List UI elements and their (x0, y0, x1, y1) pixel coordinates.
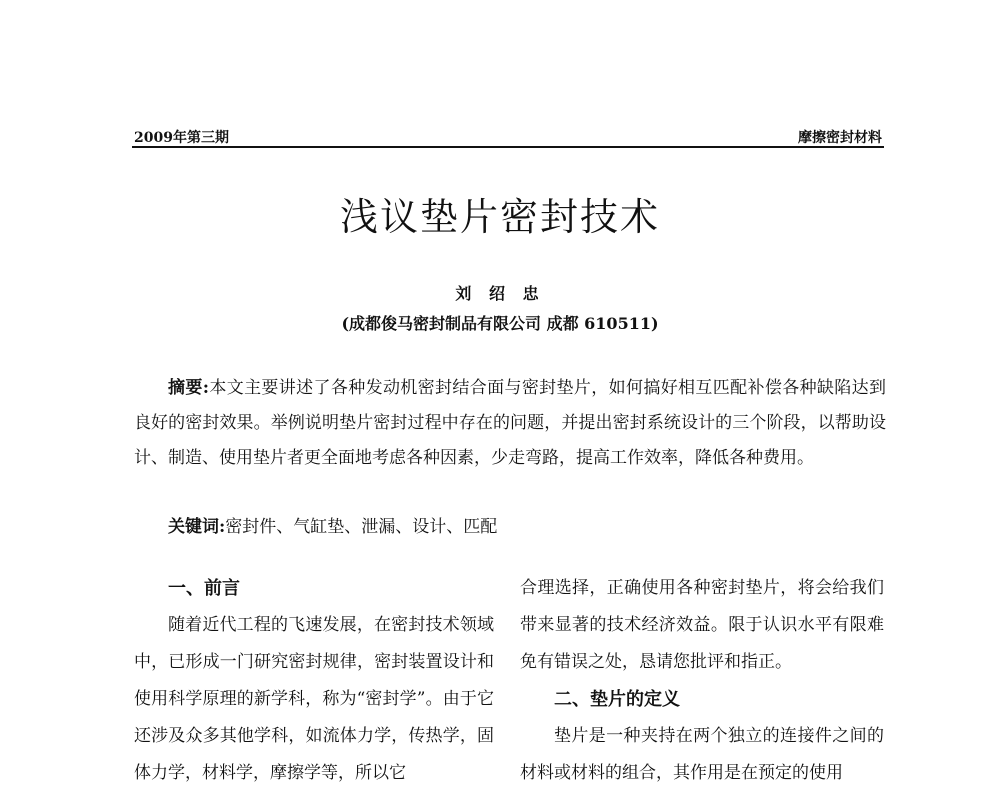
header-issue: 2009年第三期 (134, 130, 229, 146)
header-rule (132, 146, 884, 148)
keywords-text: 密封件、气缸垫、泄漏、设计、匹配 (225, 517, 498, 537)
affiliation: (成都俊马密封制品有限公司 成都 610511) (341, 314, 659, 333)
keywords (168, 512, 497, 542)
section-2-paragraph: 垫片是一种夹持在两个独立的连接件之间的材料或材料的组合，其作用是在预定的使用 (520, 726, 884, 783)
abstract-label: 摘要: (168, 378, 209, 398)
body-right-column (520, 570, 884, 792)
paper-title: 浅议垫片密封技术 (339, 195, 660, 239)
section-1-heading: 一、前言 (168, 578, 240, 599)
abstract (134, 371, 886, 476)
body-left-column (134, 570, 494, 792)
author: 刘 绍 忠 (455, 284, 545, 303)
abstract-paragraph (134, 371, 886, 476)
keywords-label: 关键词: (168, 517, 226, 537)
section-1-continuation: 合理选择，正确使用各种密封垫片，将会给我们带来显著的技术经济效益。限于认识水平有限难免有错误之处，恳请您批评和指正。 (520, 578, 884, 672)
abstract-text: 本文主要讲述了各种发动机密封结合面与密封垫片，如何搞好相互匹配补偿各种缺陷达到良好的密封效果。举例说明垫片密封过程中存在的问题，并提出密封系统设计的三个阶段，以帮助设计、制造、使用垫片者更全面地考虑各种因素，少走弯路，提高工作效率，降低各种费用。 (134, 378, 886, 468)
header-journal: 摩擦密封材料 (798, 130, 882, 146)
section-1-paragraph: 随着近代工程的飞速发展，在密封技术领域中，已形成一门研究密封规律，密封装置设计和使用科学原理的新学科，称为“密封学”。由于它还涉及众多其他学科，如流体力学，传热学，固体力学，材料学，摩擦学等，所以它 (134, 615, 494, 783)
section-2-heading: 二、垫片的定义 (554, 689, 680, 710)
